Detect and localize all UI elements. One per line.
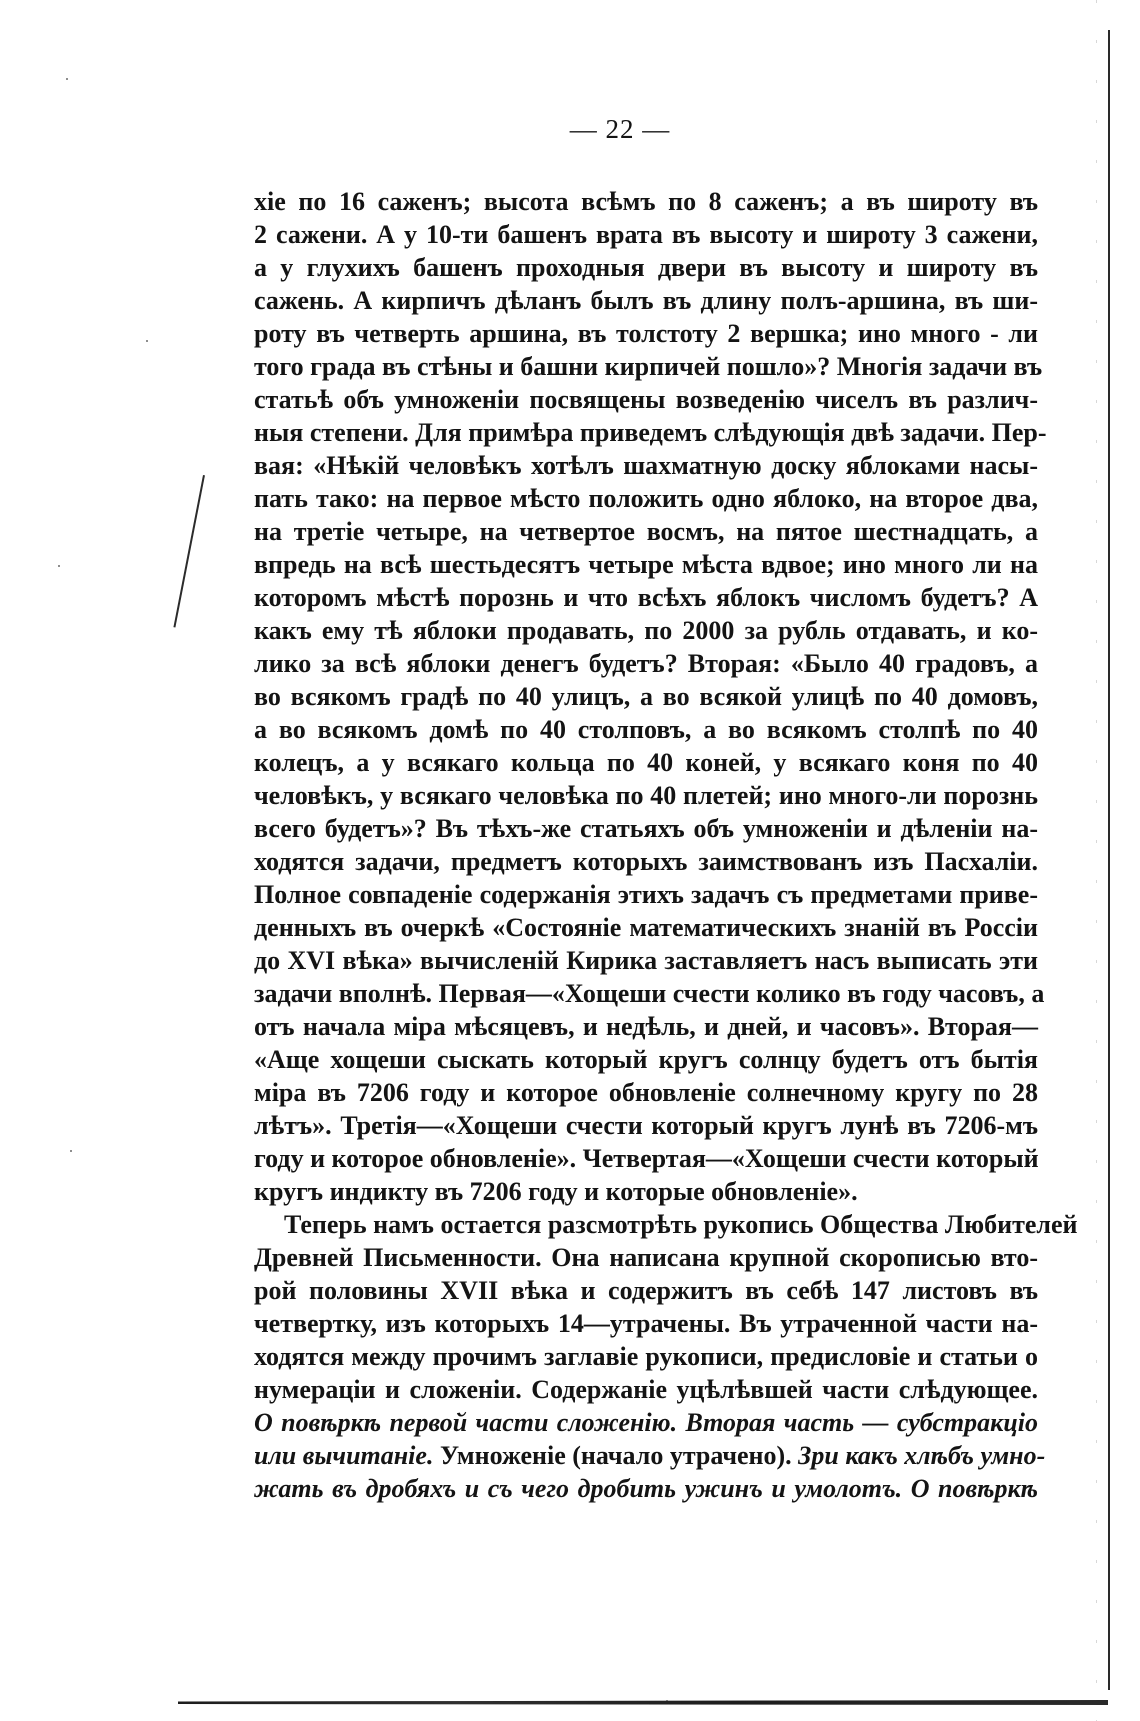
text-line: Полное совпаденіе содержанія этихъ задачъ съ предметами приве- [254,880,1038,909]
margin-speck [66,78,68,80]
page-text [254,185,1078,1505]
contents-line: жать въ дробяхъ и съ чего дробить ужинъ и умолотъ. О повѣркѣ [254,1474,1038,1503]
text-line: нумераціи и сложеніи. Содержаніе уцѣлѣвшей части слѣдующее. [254,1375,1038,1404]
contents-italic: или вычитаніе. [254,1441,434,1470]
margin-pencil-mark [173,475,205,628]
text-line: ходятся между прочимъ заглавіе рукописи, предисловіе и статьи о [254,1342,1038,1371]
text-line: лѣтъ». Третія—«Хощеши счести который кругъ лунѣ въ 7206-мъ [254,1111,1038,1140]
text-line: задачи вполнѣ. Первая—«Хощеши счести колико въ году часовъ, а [254,979,1045,1008]
text-line: которомъ мѣстѣ порознь и что всѣхъ яблокъ числомъ будетъ? А [254,583,1038,612]
text-line: Теперь намъ остается разсмотрѣть рукопись Общества Любителей [284,1210,1078,1239]
text-line: какъ ему тѣ яблоки продавать, по 2000 за рубль отдавать, и ко- [254,616,1038,645]
text-line: хіе по 16 саженъ; высота всѣмъ по 8 саженъ; а въ широту въ [254,187,1038,216]
text-line: 2 сажени. А у 10-ти башенъ врата въ высоту и широту 3 сажени, [254,220,1038,249]
text-line: вая: «Нѣкій человѣкъ хотѣлъ шахматную доску яблоками насы- [254,451,1038,480]
contents-line: О повѣркѣ первой части сложенію. Вторая часть — субстракціо [254,1408,1038,1437]
margin-speck [146,340,148,342]
text-line: а у глухихъ башенъ проходныя двери въ высоту и широту въ [254,253,1038,282]
text-line: денныхъ въ очеркѣ «Состояніе математическихъ знаній въ Россіи [254,913,1038,942]
text-line: Древней Письменности. Она написана крупной скорописью вто- [254,1243,1038,1272]
text-line: ныя степени. Для примѣра приведемъ слѣдующія двѣ задачи. Пер- [254,418,1047,447]
text-line: колецъ, а у всякаго кольца по 40 коней, у всякаго коня по 40 [254,748,1038,777]
text-line: году и которое обновленіе». Четвертая—«Хощеши счести который [254,1144,1039,1173]
text-line: кругъ индикту въ 7206 году и которые обновленіе». [254,1177,858,1206]
text-line: отъ начала міра мѣсяцевъ, и недѣль, и дней, и часовъ». Вторая— [254,1012,1038,1041]
text-line: «Аще хощеши сыскать который кругъ солнцу будетъ отъ бытія [254,1045,1038,1074]
text-line: на третіе четыре, на четвертое восмъ, на пятое шестнадцать, а [254,517,1038,546]
text-line: а во всякомъ домѣ по 40 столповъ, а во всякомъ столпѣ по 40 [254,715,1038,744]
text-line: четвертку, изъ которыхъ 14—утрачены. Въ утраченной части на- [254,1309,1038,1338]
contents-line [254,1439,1046,1472]
page-number: — 22 — [569,114,671,144]
scan-edge-line [1108,30,1110,1690]
text-line: во всякомъ градѣ по 40 улицъ, а во всякой улицѣ по 40 домовъ, [254,682,1038,711]
text-line: человѣкъ, у всякаго человѣка по 40 плетей; ино много-ли порознь [254,781,1038,810]
text-line: статьѣ объ умноженіи посвящены возведенію чиселъ въ различ- [254,385,1038,414]
margin-speck [58,565,60,567]
text-line: рой половины XVII вѣка и содержитъ въ себѣ 147 листовъ въ [254,1276,1038,1305]
text-line: ходятся задачи, предметъ которыхъ заимствованъ изъ Пасхаліи. [254,847,1038,876]
text-line: всего будетъ»? Въ тѣхъ-же статьяхъ объ умноженіи и дѣленіи на- [254,814,1038,843]
text-line: роту въ четверть аршина, въ толстоту 2 вершка; ино много - ли [254,319,1038,348]
text-line: впредь на всѣ шестьдесятъ четыре мѣста вдвое; ино много ли на [254,550,1038,579]
text-line: пать тако: на первое мѣсто положить одно яблоко, на второе два, [254,484,1038,513]
margin-speck [70,1150,72,1152]
text-line: міра въ 7206 году и которое обновленіе солнечному кругу по 28 [254,1078,1038,1107]
scan-edge-dots [1096,0,1097,1721]
text-line: лико за всѣ яблоки денегъ будетъ? Вторая: «Было 40 градовъ, а [254,649,1038,678]
contents-roman: Умноженіе (начало утрачено). [439,1441,792,1470]
text-line: того града въ стѣны и башни кирпичей пошло»? Многія задачи въ [254,352,1043,381]
text-line: сажень. А кирпичъ дѣланъ былъ въ длину полъ-аршина, въ ши- [254,286,1038,315]
contents-italic: Зри какъ хлѣбъ умно- [798,1441,1046,1470]
bottom-scan-rule [178,1700,1108,1705]
text-line: до XVI вѣка» вычисленій Кирика заставляетъ насъ выписать эти [254,946,1038,975]
